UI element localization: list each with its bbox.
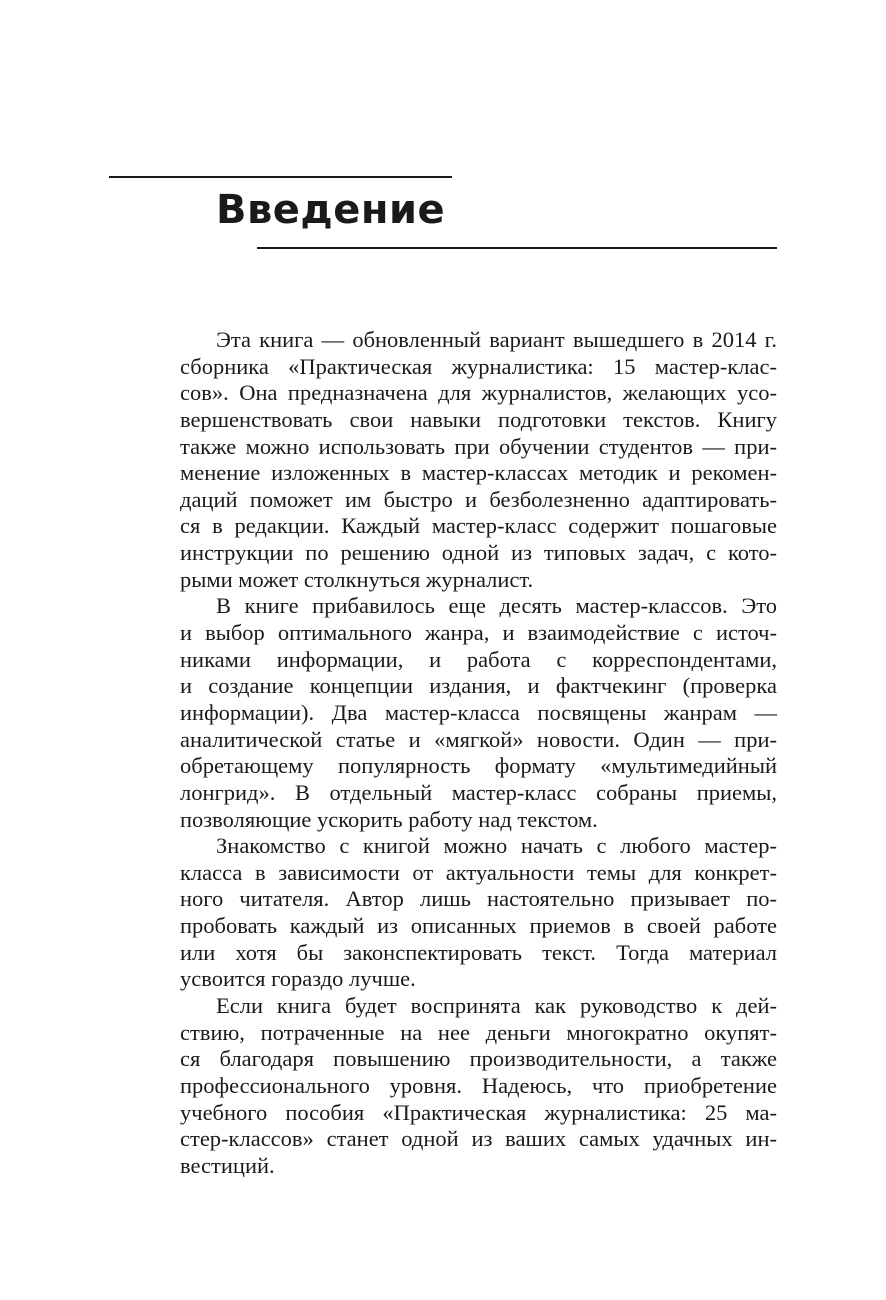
- text-line: обретающему популярность формату «мультимедийный: [180, 753, 777, 779]
- text-line: В книге прибавилось еще десять мастер-классов. Это: [216, 593, 777, 619]
- text-line: пробовать каждый из описанных приемов в своей работе: [180, 913, 777, 939]
- heading-top-rule: [109, 176, 452, 178]
- text-line: сборника «Практическая журналистика: 15 мастер-клас-: [180, 353, 777, 379]
- paragraph: [180, 833, 777, 993]
- body-text: [180, 327, 777, 1180]
- text-line: ного читателя. Автор лишь настоятельно призывает по-: [180, 886, 777, 912]
- text-line: или хотя бы законспектировать текст. Тогда материал: [180, 939, 777, 965]
- text-line: учебного пособия «Практическая журналистика: 25 ма-: [180, 1099, 777, 1125]
- text-line: ся в редакции. Каждый мастер-класс содержит пошаговые: [180, 513, 777, 539]
- heading-bottom-rule: [257, 247, 777, 249]
- text-line: ствию, потраченные на нее деньги многократно окупят-: [180, 1019, 777, 1045]
- text-line: Знакомство с книгой можно начать с любого мастер-: [216, 833, 777, 859]
- paragraph: [180, 593, 777, 833]
- text-line: менение изложенных в мастер-классах методик и рекомен-: [180, 460, 777, 486]
- text-line: Если книга будет воспринята как руководство к дей-: [216, 993, 777, 1019]
- paragraph: [180, 993, 777, 1179]
- text-line: никами информации, и работа с корреспондентами,: [180, 646, 777, 672]
- text-line: профессионального уровня. Надеюсь, что приобретение: [180, 1072, 777, 1098]
- text-line: и выбор оптимального жанра, и взаимодействие с источ-: [180, 620, 777, 646]
- text-line: сов». Она предназначена для журналистов, желающих усо-: [180, 380, 777, 406]
- text-line: даций поможет им быстро и безболезненно адаптировать-: [180, 486, 777, 512]
- text-line: аналитической статье и «мягкой» новости. Один — при-: [180, 726, 777, 752]
- chapter-title: Введение: [216, 187, 446, 233]
- text-line: ся благодаря повышению производительности, а также: [180, 1046, 777, 1072]
- text-line: стер-классов» станет одной из ваших самых удачных ин-: [180, 1126, 777, 1152]
- text-line: Эта книга — обновленный вариант вышедшего в 2014 г.: [216, 327, 777, 352]
- text-line: вестиций.: [180, 1152, 275, 1178]
- text-line: вершенствовать свои навыки подготовки текстов. Книгу: [180, 406, 777, 432]
- paragraph: [180, 327, 777, 593]
- text-line: класса в зависимости от актуальности темы для конкрет-: [180, 859, 777, 885]
- text-line: инструкции по решению одной из типовых задач, с кото-: [180, 540, 777, 566]
- text-line: и создание концепции издания, и фактчекинг (проверка: [180, 673, 777, 699]
- text-line: усвоится гораздо лучше.: [180, 966, 416, 992]
- text-line: лонгрид». В отдельный мастер-класс собраны приемы,: [180, 779, 777, 805]
- text-line: также можно использовать при обучении студентов — при-: [180, 433, 777, 459]
- text-line: информации). Два мастер-класса посвящены жанрам —: [180, 699, 777, 725]
- text-line: рыми может столкнуться журналист.: [180, 566, 534, 592]
- text-line: позволяющие ускорить работу над текстом.: [180, 806, 598, 832]
